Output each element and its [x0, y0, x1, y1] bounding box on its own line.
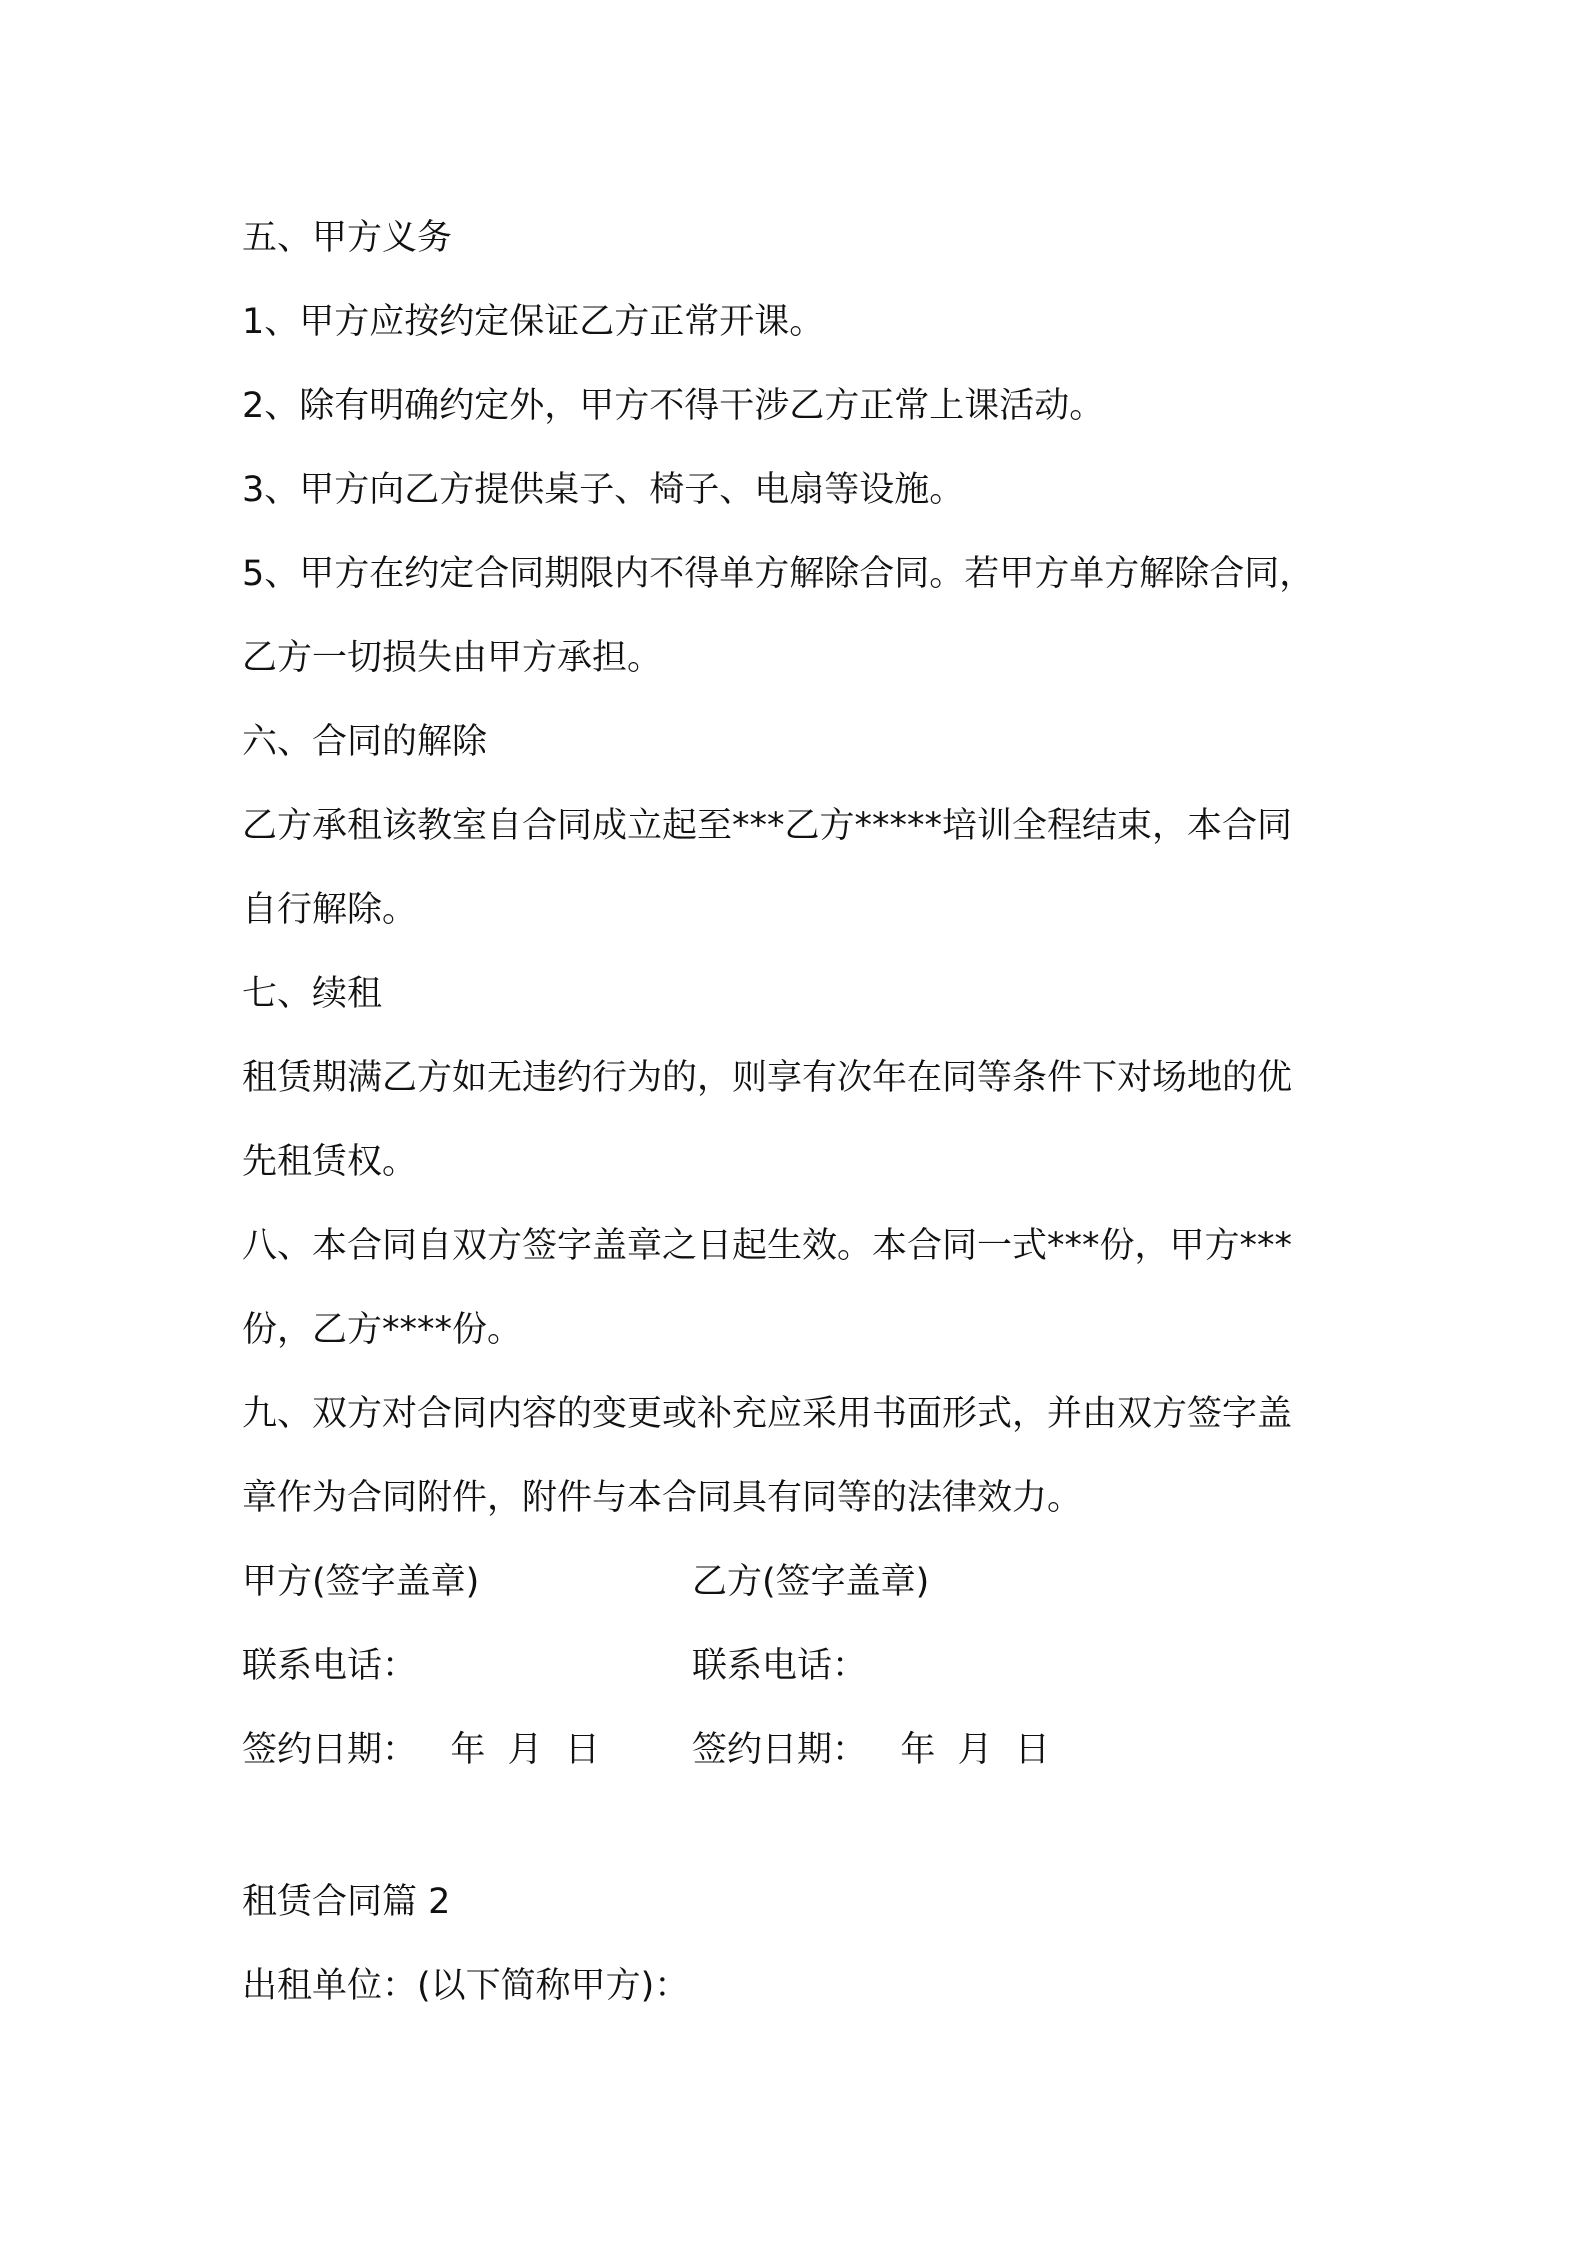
party-b-date-label: 签约日期： 年 月 日 [692, 1730, 1050, 1770]
party-a-seal-label: 甲方(签字盖章) [242, 1562, 480, 1602]
contract-body [242, 196, 1372, 1792]
clause-line: 先租赁权。 [242, 1142, 418, 1182]
clause-line: 2、除有明确约定外，甲方不得干涉乙方正常上课活动。 [242, 386, 1105, 426]
next-contract-section [242, 1860, 1372, 2028]
clause-line: 九、双方对合同内容的变更或补充应采用书面形式，并由双方签字盖 [242, 1394, 1293, 1434]
section-heading-termination: 六、合同的解除 [242, 722, 488, 762]
clause-line: 自行解除。 [242, 890, 418, 930]
section-heading-renewal: 七、续租 [242, 974, 383, 1014]
section-heading-party-a-obligations: 五、甲方义务 [242, 218, 453, 258]
lessor-line: 出租单位：(以下简称甲方)： [242, 1966, 690, 2006]
signature-row-phone [242, 1624, 1372, 1708]
clause-line: 八、本合同自双方签字盖章之日起生效。本合同一式***份，甲方*** [242, 1226, 1293, 1266]
clause-line: 1、甲方应按约定保证乙方正常开课。 [242, 302, 825, 342]
party-b-phone-label: 联系电话： [692, 1646, 868, 1686]
party-a-phone-label: 联系电话： [242, 1646, 418, 1686]
clause-line: 章作为合同附件，附件与本合同具有同等的法律效力。 [242, 1478, 1083, 1518]
party-b-seal-label: 乙方(签字盖章) [692, 1562, 930, 1602]
contract-heading: 租赁合同篇 2 [242, 1882, 451, 1922]
clause-line: 乙方一切损失由甲方承担。 [242, 638, 663, 678]
clause-line: 5、甲方在约定合同期限内不得单方解除合同。若甲方单方解除合同， [242, 554, 1315, 594]
clause-line: 3、甲方向乙方提供桌子、椅子、电扇等设施。 [242, 470, 965, 510]
clause-line: 租赁期满乙方如无违约行为的，则享有次年在同等条件下对场地的优 [242, 1058, 1293, 1098]
clause-line: 乙方承租该教室自合同成立起至***乙方*****培训全程结束，本合同 [242, 806, 1293, 846]
signature-row-seal [242, 1540, 1372, 1624]
signature-row-date [242, 1708, 1372, 1792]
clause-line: 份，乙方****份。 [242, 1310, 523, 1350]
party-a-date-label: 签约日期： 年 月 日 [242, 1730, 600, 1770]
